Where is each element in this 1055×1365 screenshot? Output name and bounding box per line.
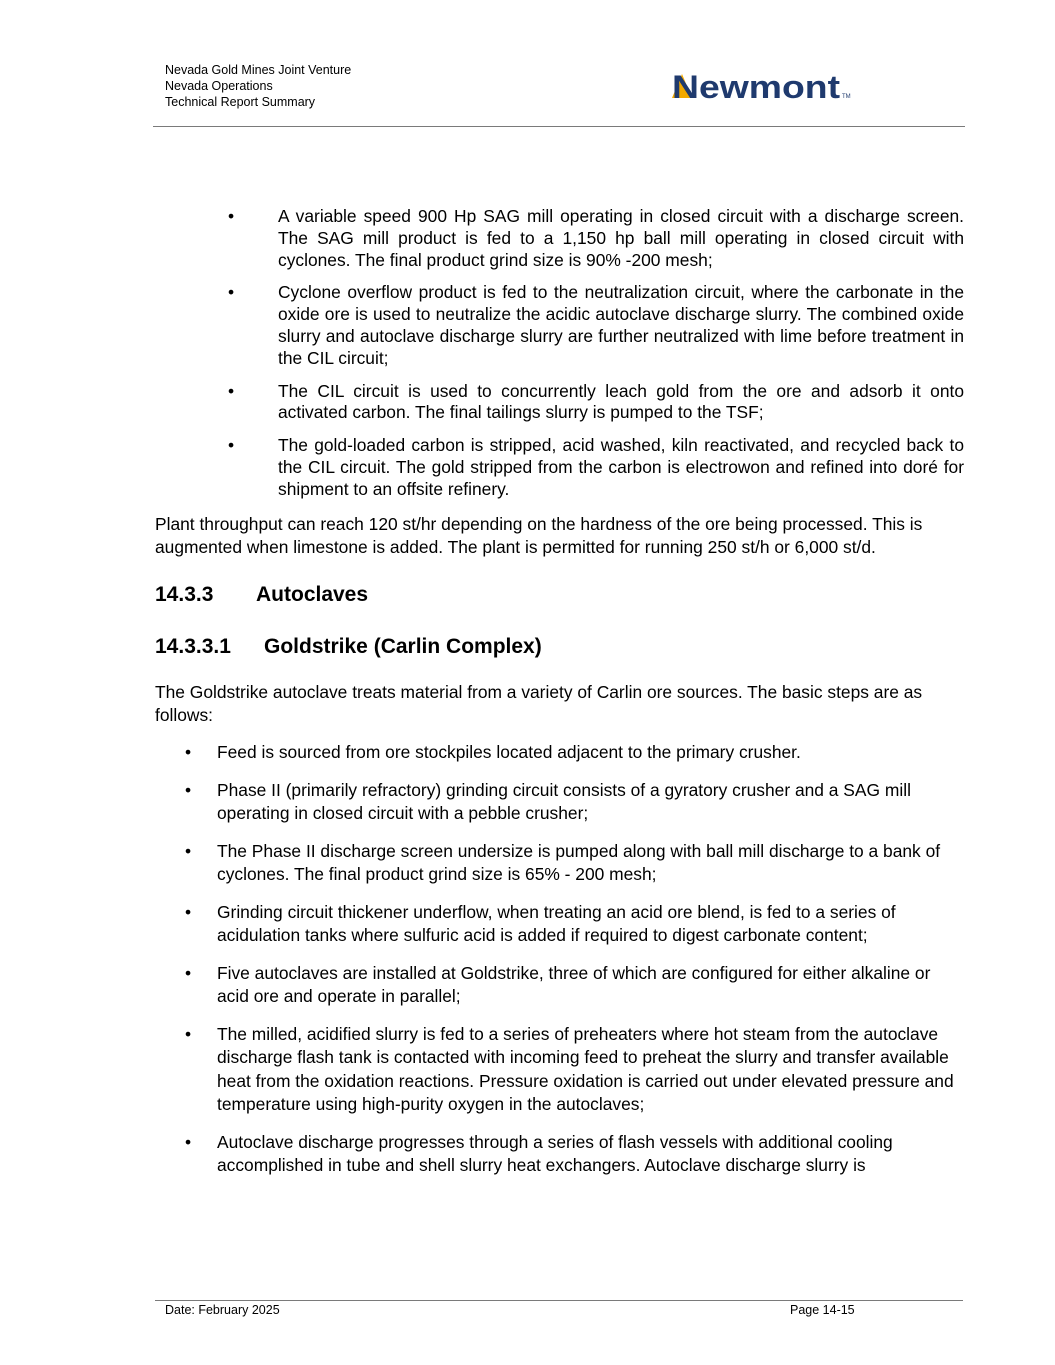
logo-trademark: TM: [842, 94, 851, 100]
list-item-text: Phase II (primarily refractory) grinding circuit consists of a gyratory crusher and a SAG mill operating in closed circuit with a pebble crusher;: [217, 779, 911, 823]
list-item: [228, 206, 964, 271]
list-item: [185, 840, 965, 887]
bullet-icon: •: [185, 840, 192, 861]
throughput-paragraph: Plant throughput can reach 120 st/hr depending on the hardness of the ore being processed. This is augmented when limestone is added. The plant is permitted for running 250 st/h or 6,000 st/d.: [155, 514, 923, 557]
equipment-bullet-list: [228, 206, 964, 512]
subsection-heading: [155, 635, 542, 659]
header-company: Nevada Gold Mines Joint Venture: [165, 63, 352, 77]
bullet-icon: •: [185, 742, 192, 762]
list-item-text: Autoclave discharge progresses through a series of flash vessels with additional cooling accomplished in tube and shell slurry heat exchangers. Autoclave discharge slurry is: [217, 1131, 893, 1175]
section-number: 14.3.3: [155, 583, 214, 606]
list-item-text: Feed is sourced from ore stockpiles located adjacent to the primary crusher.: [217, 742, 801, 762]
list-item-text: The milled, acidified slurry is fed to a series of preheaters where hot steam from the autoclave discharge flash tank is contacted with incoming feed to preheat the slurry and transfer available heat from the oxidation reactions. Pressure oxidation is carried out under elevated pressure and temperature using high-purity oxygen in the autoclaves;: [217, 1023, 954, 1114]
subsection-number: 14.3.3.1: [155, 635, 231, 658]
list-item-text: A variable speed 900 Hp SAG mill operating in closed circuit with a discharge screen. The SAG mill product is fed to a 1,150 hp ball mill operating in closed circuit with cyclones. The final product grind size is 90% -200 mesh;: [278, 206, 964, 270]
bullet-icon: •: [185, 962, 192, 983]
list-item-text: Grinding circuit thickener underflow, when treating an acid ore blend, is fed to a series of acidulation tanks where sulfuric acid is added if required to digest carbonate content;: [217, 901, 896, 945]
list-item: [185, 1131, 965, 1178]
list-item: [228, 282, 964, 369]
process-steps-list: [185, 741, 965, 1192]
bullet-icon: •: [228, 206, 235, 226]
section-title: Autoclaves: [256, 583, 369, 606]
list-item: [185, 1023, 965, 1117]
bullet-icon: •: [185, 1023, 192, 1044]
list-item: [185, 962, 965, 1009]
intro-paragraph: The Goldstrike autoclave treats material from a variety of Carlin ore sources. The basic steps are as follows:: [155, 682, 923, 725]
section-heading: [155, 583, 368, 607]
list-item-text: The CIL circuit is used to concurrently leach gold from the ore and adsorb it onto activated carbon. The final tailings slurry is pumped to the TSF;: [278, 380, 964, 423]
bullet-icon: •: [185, 901, 192, 922]
list-item: [228, 435, 964, 500]
logo-wordmark: Newmont: [672, 69, 841, 105]
list-item: [185, 779, 965, 826]
bullet-icon: •: [228, 380, 235, 401]
list-item-text: The gold-loaded carbon is stripped, acid washed, kiln reactivated, and recycled back to the CIL circuit. The gold stripped from the carbon is electrowon and refined into doré for shipment to an offsite refinery.: [278, 435, 964, 499]
header-operations: Nevada Operations: [165, 79, 273, 93]
bullet-icon: •: [185, 1131, 192, 1152]
footer-page-number: Page 14-15: [790, 1303, 855, 1317]
footer-divider: [155, 1300, 963, 1301]
header-report-type: Technical Report Summary: [165, 95, 316, 109]
document-header: [165, 62, 351, 110]
bullet-icon: •: [185, 779, 192, 800]
footer-date: Date: February 2025: [165, 1303, 280, 1317]
bullet-icon: •: [228, 282, 235, 303]
list-item-text: The Phase II discharge screen undersize is pumped along with ball mill discharge to a bank of cyclones. The final product grind size is 65% - 200 mesh;: [217, 840, 941, 884]
list-item: [185, 741, 965, 765]
list-item: [185, 901, 965, 948]
list-item: [228, 381, 964, 425]
bullet-icon: •: [228, 435, 235, 456]
list-item-text: Cyclone overflow product is fed to the neutralization circuit, where the carbonate in the oxide ore is used to neutralize the acidic autoclave discharge slurry. The combined oxide slurry and autoclave discharge slurry are further neutralized with lime before treatment in the CIL circuit;: [278, 282, 964, 368]
list-item-text: Five autoclaves are installed at Goldstrike, three of which are configured for either alkaline or acid ore and operate in parallel;: [217, 962, 931, 1006]
header-divider: [153, 126, 965, 127]
newmont-logo: [670, 66, 855, 106]
subsection-title: Goldstrike (Carlin Complex): [264, 635, 542, 658]
